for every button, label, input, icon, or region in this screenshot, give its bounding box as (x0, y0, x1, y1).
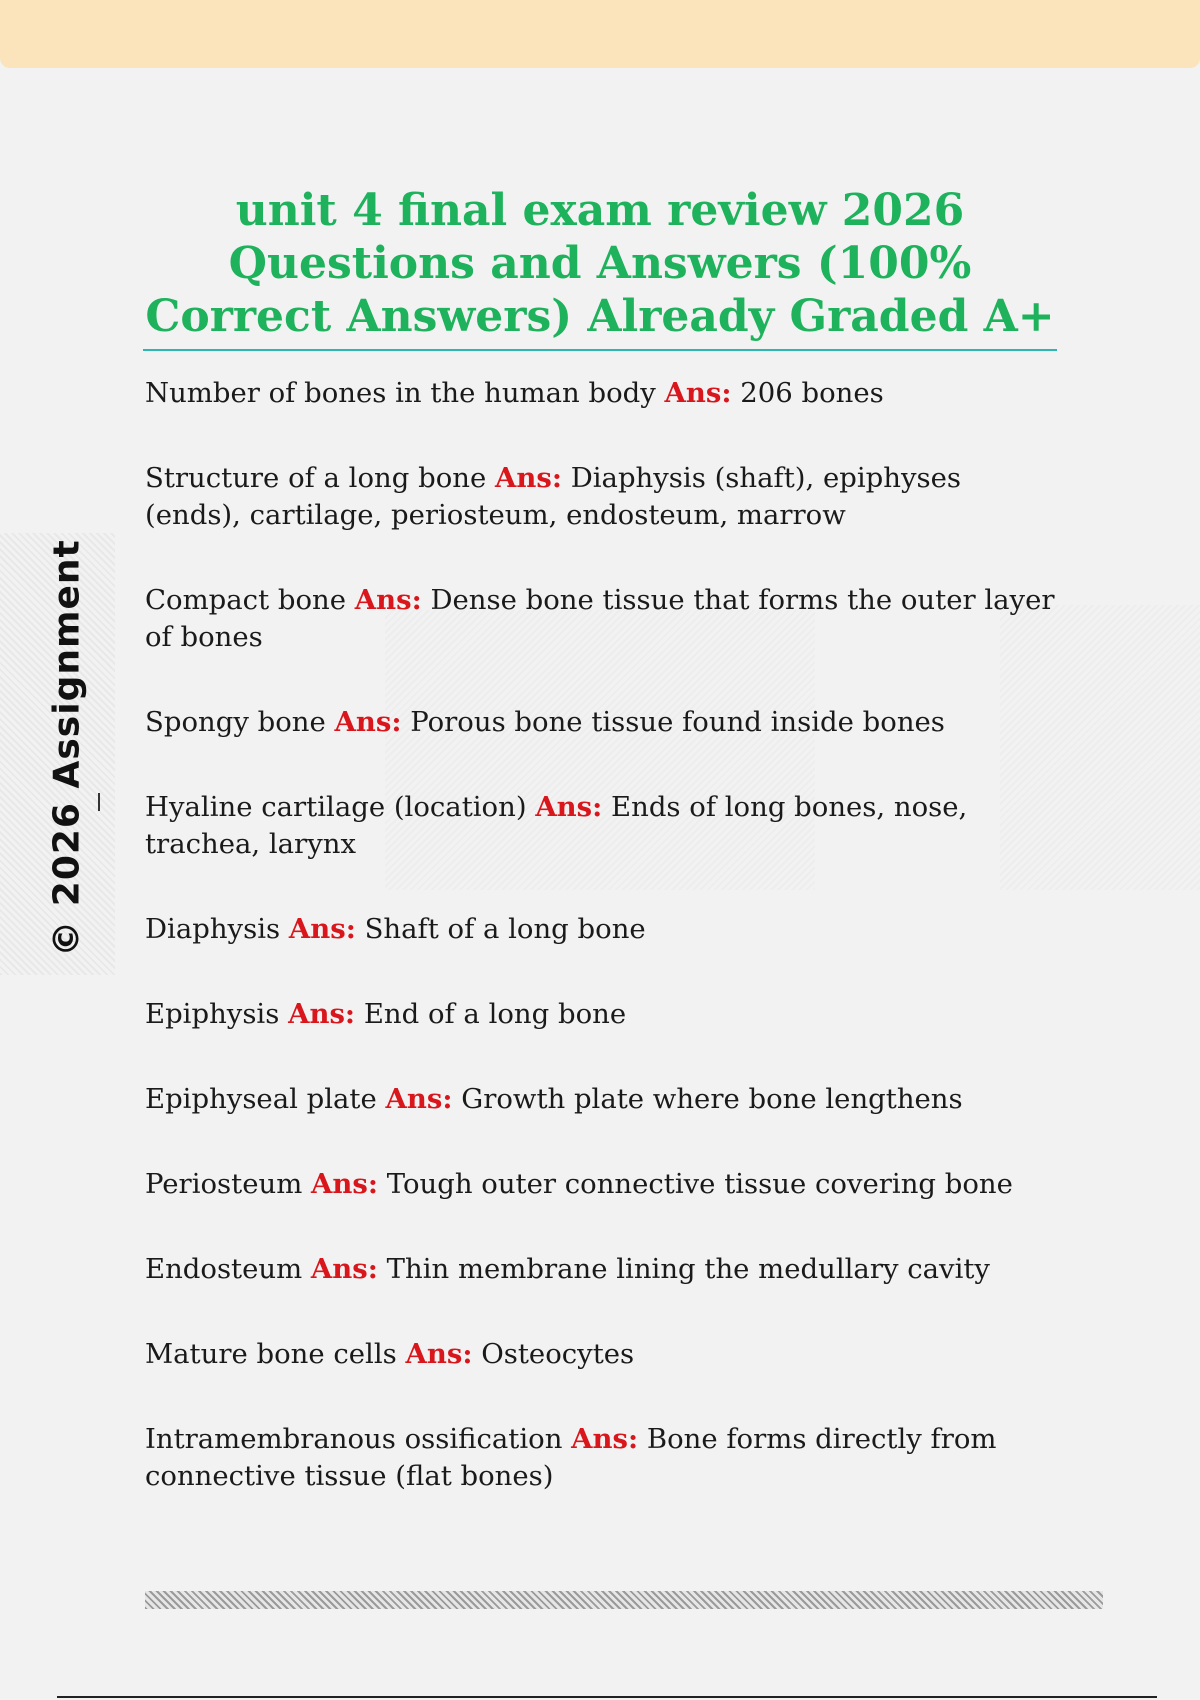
answer-label: Ans: (334, 706, 402, 738)
top-banner (0, 0, 1200, 68)
answer-text: Diaphysis (shaft), epiphyses (ends), cartilage, periosteum, endosteum, marrow (145, 462, 961, 531)
qa-item (145, 911, 1065, 948)
answer-label: Ans: (495, 462, 562, 494)
answer-text: Dense bone tissue that forms the outer layer of bones (145, 584, 1055, 653)
question-text: Mature bone cells (145, 1338, 397, 1370)
qa-item (145, 460, 1065, 534)
answer-label: Ans: (405, 1338, 473, 1370)
answer-label: Ans: (288, 998, 356, 1030)
qa-list (145, 375, 1065, 1543)
question-text: Number of bones in the human body (145, 377, 656, 409)
qa-item (145, 582, 1065, 656)
answer-label: Ans: (354, 584, 422, 616)
answer-text: Thin membrane lining the medullary cavity (386, 1253, 990, 1285)
question-text: Spongy bone (145, 706, 326, 738)
footer-hatch-bar (145, 1591, 1103, 1609)
answer-text: Ends of long bones, nose, trachea, larynx (145, 791, 968, 860)
side-watermark: © 2026 Assignment (46, 539, 88, 957)
answer-text: Bone forms directly from connective tissue (flat bones) (145, 1423, 997, 1492)
question-text: Structure of a long bone (145, 462, 487, 494)
qa-item (145, 996, 1065, 1033)
question-text: Intramembranous ossification (145, 1423, 563, 1455)
answer-text: 206 bones (740, 377, 884, 409)
answer-label: Ans: (571, 1423, 639, 1455)
qa-item (145, 1081, 1065, 1118)
watermark-tick (98, 793, 100, 811)
answer-label: Ans: (288, 913, 356, 945)
qa-item (145, 1336, 1065, 1373)
question-text: Endosteum (145, 1253, 303, 1285)
question-text: Epiphyseal plate (145, 1083, 377, 1115)
question-text: Epiphysis (145, 998, 280, 1030)
answer-text: Tough outer connective tissue covering bone (386, 1168, 1013, 1200)
answer-text: Porous bone tissue found inside bones (410, 706, 945, 738)
footer-rule (57, 1696, 1157, 1698)
question-text: Compact bone (145, 584, 347, 616)
qa-item (145, 375, 1065, 412)
answer-text: Growth plate where bone lengthens (461, 1083, 963, 1115)
qa-item (145, 1251, 1065, 1288)
answer-text: Shaft of a long bone (364, 913, 646, 945)
answer-label: Ans: (535, 791, 603, 823)
answer-text: Osteocytes (481, 1338, 635, 1370)
answer-label: Ans: (311, 1168, 378, 1200)
qa-item (145, 1166, 1065, 1203)
document-title: unit 4 final exam review 2026 Questions and Answers (100% Correct Answers) Already Graded A+ (143, 184, 1057, 351)
qa-item (145, 1421, 1065, 1495)
qa-item (145, 789, 1065, 863)
answer-text: End of a long bone (363, 998, 627, 1030)
answer-label: Ans: (664, 377, 732, 409)
answer-label: Ans: (385, 1083, 453, 1115)
question-text: Periosteum (145, 1168, 303, 1200)
question-text: Diaphysis (145, 913, 281, 945)
question-text: Hyaline cartilage (location) (145, 791, 527, 823)
qa-item (145, 704, 1065, 741)
answer-label: Ans: (310, 1253, 378, 1285)
